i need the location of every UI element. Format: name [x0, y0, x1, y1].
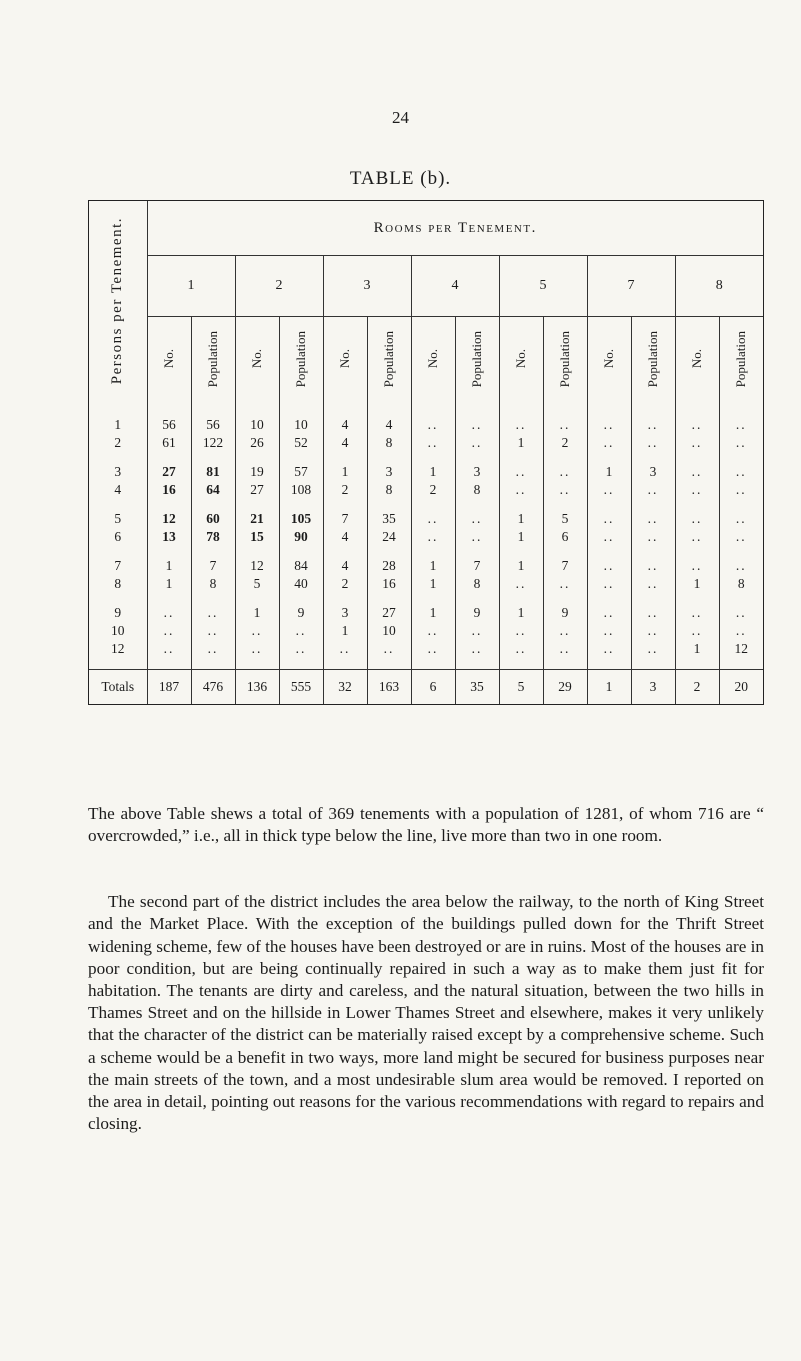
rooms-1-header: 1: [147, 256, 235, 317]
no-cell: 4: [323, 434, 367, 452]
persons-label: Persons per Tenement.: [109, 216, 126, 385]
population-cell: 9: [543, 604, 587, 622]
no-cell: ..: [587, 557, 631, 575]
population-cell: ..: [279, 622, 323, 640]
no-cell: 19: [235, 463, 279, 481]
total-population-cell: 3: [631, 670, 675, 705]
total-no-cell: 6: [411, 670, 455, 705]
no-cell: ..: [499, 416, 543, 434]
population-cell: 7: [543, 557, 587, 575]
population-cell: 8: [191, 575, 235, 593]
no-cell: 1: [411, 463, 455, 481]
no-cell: 2: [323, 481, 367, 499]
population-cell: 122: [191, 434, 235, 452]
no-cell: 1: [411, 604, 455, 622]
total-population-cell: 20: [719, 670, 763, 705]
population-cell: 78: [191, 528, 235, 546]
no-cell: 13: [147, 528, 191, 546]
no-label: No.: [249, 349, 264, 369]
population-cell: ..: [455, 622, 499, 640]
population-cell: 8: [455, 575, 499, 593]
no-header-4: [411, 317, 455, 406]
population-cell: 35: [367, 510, 411, 528]
population-cell: ..: [543, 481, 587, 499]
no-cell: ..: [675, 416, 719, 434]
no-label: No.: [513, 349, 528, 369]
no-cell: ..: [411, 510, 455, 528]
population-cell: ..: [631, 622, 675, 640]
no-cell: ..: [411, 416, 455, 434]
population-cell: ..: [455, 640, 499, 658]
population-label: Population: [381, 330, 396, 388]
no-cell: 1: [235, 604, 279, 622]
no-cell: 1: [499, 604, 543, 622]
no-cell: 5: [235, 575, 279, 593]
population-cell: ..: [631, 557, 675, 575]
no-cell: 4: [323, 416, 367, 434]
table-row: [89, 510, 763, 528]
no-cell: ..: [411, 528, 455, 546]
table-row: [89, 575, 763, 593]
no-header-5: [499, 317, 543, 406]
rooms-4-header: 4: [411, 256, 499, 317]
no-label: No.: [337, 349, 352, 369]
persons-cell: 4: [89, 481, 147, 499]
population-cell: 90: [279, 528, 323, 546]
total-no-cell: 32: [323, 670, 367, 705]
population-cell: ..: [631, 510, 675, 528]
rooms-2-header: 2: [235, 256, 323, 317]
population-cell: 81: [191, 463, 235, 481]
no-cell: ..: [411, 622, 455, 640]
no-cell: 1: [411, 575, 455, 593]
no-cell: 1: [323, 463, 367, 481]
population-cell: 40: [279, 575, 323, 593]
population-cell: ..: [543, 622, 587, 640]
persons-cell: 2: [89, 434, 147, 452]
rooms-7-header: 7: [587, 256, 675, 317]
no-cell: ..: [499, 463, 543, 481]
rooms-3-header: 3: [323, 256, 411, 317]
no-cell: 1: [147, 557, 191, 575]
population-header-2: [279, 317, 323, 406]
population-cell: 12: [719, 640, 763, 658]
population-cell: ..: [455, 434, 499, 452]
persons-header: [89, 201, 147, 405]
table-row: [89, 416, 763, 434]
no-cell: ..: [587, 575, 631, 593]
total-no-cell: 2: [675, 670, 719, 705]
no-cell: ..: [235, 622, 279, 640]
population-cell: ..: [719, 557, 763, 575]
population-cell: ..: [631, 640, 675, 658]
table-row: [89, 434, 763, 452]
population-cell: 8: [367, 434, 411, 452]
table-row: [89, 604, 763, 622]
population-cell: ..: [719, 528, 763, 546]
persons-cell: 3: [89, 463, 147, 481]
paragraph-district: The second part of the district includes the area below the railway, to the north of King Street and the Market Place. With the exception of the buildings pulled down for the Thrift Street widening scheme, few of the houses have been destroyed or are in ruins. Most of the houses are in poor condition, but are being continually repaired in such a way as to make them just fit for habitation. The tenants are dirty and careless, and the natural situation, between the two hills in Thames Street and on the hillside in Lower Thames Street and elsewhere, makes it very unlikely that the character of the district can be materially raised except by a comprehensive scheme. Such a scheme would be a benefit in two ways, more land might be secured for business purposes near the main streets of the town, and a most undesirable slum area would be removed. I reported on the area in detail, pointing out reasons for the various recommendations with regard to repairs and closing.: [88, 892, 764, 1134]
population-cell: 5: [543, 510, 587, 528]
table-row: [89, 557, 763, 575]
persons-cell: 9: [89, 604, 147, 622]
persons-cell: 10: [89, 622, 147, 640]
no-cell: ..: [587, 640, 631, 658]
population-header-1: [191, 317, 235, 406]
no-cell: 7: [323, 510, 367, 528]
page-number: 24: [392, 108, 409, 127]
no-cell: 1: [411, 557, 455, 575]
no-cell: ..: [675, 481, 719, 499]
no-cell: ..: [587, 528, 631, 546]
total-population-cell: 29: [543, 670, 587, 705]
total-no-cell: 5: [499, 670, 543, 705]
population-cell: 64: [191, 481, 235, 499]
population-cell: 9: [279, 604, 323, 622]
no-cell: 61: [147, 434, 191, 452]
population-cell: ..: [543, 463, 587, 481]
no-cell: ..: [587, 622, 631, 640]
no-cell: 1: [499, 528, 543, 546]
no-cell: 56: [147, 416, 191, 434]
population-cell: ..: [631, 416, 675, 434]
population-cell: ..: [631, 481, 675, 499]
population-cell: ..: [719, 622, 763, 640]
no-header-7: [587, 317, 631, 406]
population-cell: ..: [279, 640, 323, 658]
totals-label: Totals: [89, 670, 147, 705]
no-label: No.: [425, 349, 440, 369]
population-cell: ..: [631, 604, 675, 622]
population-cell: 7: [455, 557, 499, 575]
population-cell: 84: [279, 557, 323, 575]
no-header-8: [675, 317, 719, 406]
population-cell: 8: [367, 481, 411, 499]
population-cell: 52: [279, 434, 323, 452]
population-cell: ..: [719, 463, 763, 481]
no-cell: 1: [675, 575, 719, 593]
no-cell: 12: [147, 510, 191, 528]
no-cell: ..: [499, 481, 543, 499]
no-cell: 27: [235, 481, 279, 499]
no-cell: ..: [499, 622, 543, 640]
population-cell: ..: [455, 416, 499, 434]
population-cell: 3: [367, 463, 411, 481]
no-cell: ..: [675, 434, 719, 452]
population-cell: 4: [367, 416, 411, 434]
population-cell: ..: [543, 640, 587, 658]
population-header-7: [631, 317, 675, 406]
no-cell: 16: [147, 481, 191, 499]
population-cell: 27: [367, 604, 411, 622]
no-cell: 3: [323, 604, 367, 622]
population-cell: ..: [719, 416, 763, 434]
population-cell: 28: [367, 557, 411, 575]
total-no-cell: 136: [235, 670, 279, 705]
persons-cell: 5: [89, 510, 147, 528]
no-label: No.: [161, 349, 176, 369]
population-header-4: [455, 317, 499, 406]
population-label: Population: [645, 330, 660, 388]
paragraph-summary: The above Table shews a total of 369 tenements with a population of 1281, of whom 716 are “ overcrowded,” i.e., all in thick type below the line, live more than two in one room.: [88, 804, 764, 846]
population-label: Population: [469, 330, 484, 388]
no-cell: ..: [675, 463, 719, 481]
no-cell: 1: [675, 640, 719, 658]
no-cell: ..: [587, 434, 631, 452]
no-cell: 1: [323, 622, 367, 640]
population-cell: 57: [279, 463, 323, 481]
no-cell: 1: [499, 557, 543, 575]
table-row: [89, 622, 763, 640]
no-cell: 1: [499, 434, 543, 452]
population-cell: 3: [455, 463, 499, 481]
subheader-row: [89, 317, 763, 406]
population-cell: ..: [455, 528, 499, 546]
persons-cell: 6: [89, 528, 147, 546]
persons-cell: 8: [89, 575, 147, 593]
population-cell: 105: [279, 510, 323, 528]
no-cell: ..: [147, 622, 191, 640]
no-cell: ..: [323, 640, 367, 658]
no-cell: ..: [411, 434, 455, 452]
no-cell: ..: [675, 557, 719, 575]
population-label: Population: [293, 330, 308, 388]
no-cell: ..: [411, 640, 455, 658]
no-cell: ..: [499, 640, 543, 658]
table-row: [89, 463, 763, 481]
total-population-cell: 163: [367, 670, 411, 705]
population-cell: ..: [543, 575, 587, 593]
population-cell: ..: [191, 640, 235, 658]
no-cell: 10: [235, 416, 279, 434]
no-cell: ..: [147, 640, 191, 658]
room-count-row: [89, 256, 763, 317]
population-cell: ..: [631, 528, 675, 546]
no-cell: ..: [587, 510, 631, 528]
no-cell: ..: [587, 604, 631, 622]
population-cell: ..: [631, 434, 675, 452]
population-cell: 56: [191, 416, 235, 434]
total-population-cell: 476: [191, 670, 235, 705]
no-cell: 1: [499, 510, 543, 528]
no-cell: 2: [323, 575, 367, 593]
no-cell: ..: [587, 416, 631, 434]
no-cell: 12: [235, 557, 279, 575]
no-cell: 1: [587, 463, 631, 481]
persons-cell: 1: [89, 416, 147, 434]
no-cell: ..: [499, 575, 543, 593]
table-title: TABLE (b).: [349, 168, 452, 189]
population-label: Population: [733, 330, 749, 388]
no-cell: 26: [235, 434, 279, 452]
population-cell: 10: [367, 622, 411, 640]
no-label: No.: [689, 349, 704, 369]
population-cell: 16: [367, 575, 411, 593]
population-cell: ..: [191, 622, 235, 640]
population-cell: 7: [191, 557, 235, 575]
population-cell: 8: [719, 575, 763, 593]
population-cell: 6: [543, 528, 587, 546]
population-cell: ..: [455, 510, 499, 528]
table-row: [89, 528, 763, 546]
no-cell: ..: [675, 528, 719, 546]
totals-row: [89, 670, 763, 705]
population-cell: 2: [543, 434, 587, 452]
no-header-2: [235, 317, 279, 406]
no-cell: 27: [147, 463, 191, 481]
no-cell: ..: [675, 510, 719, 528]
population-cell: ..: [719, 434, 763, 452]
no-cell: ..: [235, 640, 279, 658]
population-label: Population: [557, 330, 572, 388]
no-header-1: [147, 317, 191, 406]
population-cell: ..: [719, 604, 763, 622]
table-body: [89, 405, 763, 704]
population-cell: 9: [455, 604, 499, 622]
no-cell: 1: [147, 575, 191, 593]
tenement-table: [88, 200, 764, 705]
rooms-8-header: 8: [675, 256, 763, 317]
no-cell: 21: [235, 510, 279, 528]
no-cell: 15: [235, 528, 279, 546]
population-label: Population: [205, 330, 220, 388]
no-cell: 4: [323, 528, 367, 546]
population-cell: 24: [367, 528, 411, 546]
population-cell: ..: [191, 604, 235, 622]
population-cell: 60: [191, 510, 235, 528]
no-cell: ..: [147, 604, 191, 622]
population-cell: 8: [455, 481, 499, 499]
table-row: [89, 640, 763, 658]
no-label: No.: [601, 349, 616, 369]
no-cell: ..: [675, 622, 719, 640]
population-cell: 10: [279, 416, 323, 434]
total-no-cell: 1: [587, 670, 631, 705]
population-header-3: [367, 317, 411, 406]
no-cell: ..: [587, 481, 631, 499]
population-header-5: [543, 317, 587, 406]
persons-cell: 12: [89, 640, 147, 658]
no-cell: ..: [675, 604, 719, 622]
population-cell: ..: [719, 510, 763, 528]
rooms-5-header: 5: [499, 256, 587, 317]
no-cell: 4: [323, 557, 367, 575]
population-cell: ..: [719, 481, 763, 499]
total-no-cell: 187: [147, 670, 191, 705]
persons-cell: 7: [89, 557, 147, 575]
population-header-8: [719, 317, 763, 406]
no-cell: 2: [411, 481, 455, 499]
population-cell: ..: [631, 575, 675, 593]
table-row: [89, 481, 763, 499]
population-cell: 3: [631, 463, 675, 481]
population-cell: ..: [367, 640, 411, 658]
population-cell: 108: [279, 481, 323, 499]
total-population-cell: 35: [455, 670, 499, 705]
rooms-header: Rooms per Tenement.: [373, 219, 537, 236]
population-cell: ..: [543, 416, 587, 434]
total-population-cell: 555: [279, 670, 323, 705]
no-header-3: [323, 317, 367, 406]
